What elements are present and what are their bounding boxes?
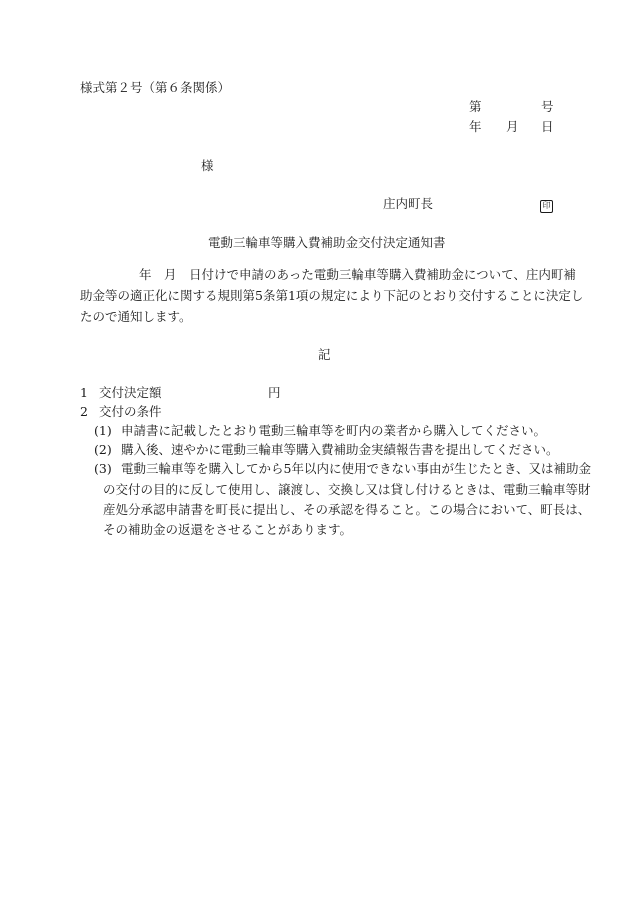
issuer-name: 庄内町長	[383, 196, 434, 211]
item-1-unit: 円	[268, 385, 281, 400]
date-month: 月	[506, 119, 519, 134]
condition-2-number: (2)	[94, 442, 112, 457]
addressee-honorific: 様	[201, 158, 214, 173]
condition-3-number: (3)	[94, 461, 112, 476]
item-1-number: 1	[80, 385, 88, 400]
issuer-seal	[540, 198, 553, 213]
ki-heading: 記	[318, 347, 331, 362]
item-2-number: 2	[80, 404, 88, 419]
form-label: 様式第２号（第６条関係）	[80, 80, 231, 95]
body-line-2: 助金等の適正化に関する規則第5条第1項の規定により下記のとおり交付することに決定し	[80, 288, 584, 303]
date-year: 年	[469, 119, 482, 134]
condition-3-line-2: の交付の目的に反して使用し、譲渡し、交換し又は貸し付けるときは、電動三輪車等財	[103, 482, 591, 497]
doc-number-suffix: 号	[541, 99, 554, 114]
item-2-label: 交付の条件	[99, 404, 162, 419]
seal-mark: 印	[540, 200, 553, 213]
condition-1-number: (1)	[94, 423, 112, 438]
doc-number-prefix: 第	[469, 99, 482, 114]
condition-1-text: 申請書に記載したとおり電動三輪車等を町内の業者から購入してください。	[121, 423, 547, 438]
condition-3-line-3: 産処分承認申請書を町長に提出し、その承認を得ること。この場合において、町長は、	[103, 502, 591, 517]
date-day: 日	[541, 119, 554, 134]
body-line-3: たので通知します。	[80, 309, 192, 324]
document-title: 電動三輪車等購入費補助金交付決定通知書	[208, 235, 446, 250]
body-line-1: 年 月 日付けで申請のあった電動三輪車等購入費補助金について、庄内町補	[139, 267, 576, 282]
condition-3-line-1: 電動三輪車等を購入してから5年以内に使用できない事由が生じたとき、又は補助金	[121, 461, 591, 476]
condition-2-text: 購入後、速やかに電動三輪車等購入費補助金実績報告書を提出してください。	[121, 442, 559, 457]
item-1-label: 交付決定額	[99, 385, 162, 400]
body-paragraph	[80, 264, 583, 327]
condition-3-line-4: その補助金の返還をさせることがあります。	[103, 522, 353, 537]
